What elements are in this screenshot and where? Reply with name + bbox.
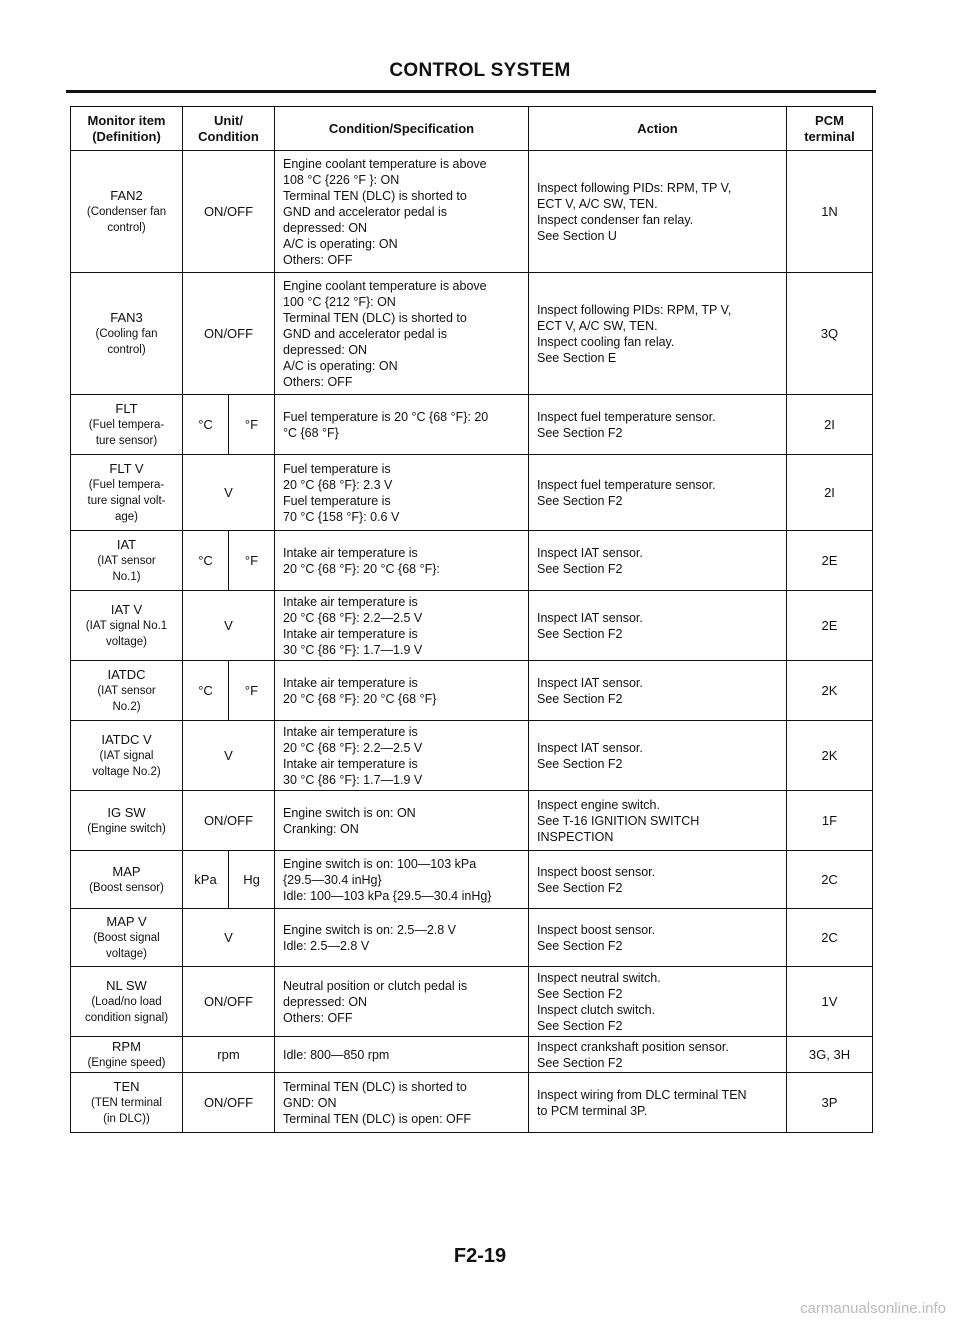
pcm-terminal-cell: 2E: [787, 591, 873, 661]
table-row: [71, 1073, 873, 1133]
condition-cell: Fuel temperature is 20 °C {68 °F}: 20 °C {68 °F}: [275, 395, 529, 455]
monitor-item-cell: [71, 721, 183, 791]
monitor-item-name: TEN: [113, 1078, 140, 1094]
monitor-item-definition: (Engine speed): [87, 1056, 166, 1069]
unit-imperial-cell: °F: [229, 395, 275, 455]
page-title: CONTROL SYSTEM: [389, 60, 571, 81]
monitor-item-name: FLT V: [109, 460, 144, 476]
watermark: carmanualsonline.info: [800, 1300, 946, 1317]
monitor-item-definition: (Fuel tempera- ture sensor): [88, 418, 165, 447]
table-row: [71, 455, 873, 531]
action-cell: Inspect engine switch. See T-16 IGNITION SWITCH INSPECTION: [529, 791, 787, 851]
monitor-item-definition: (IAT sensor No.1): [97, 554, 156, 583]
condition-cell: Idle: 800—850 rpm: [275, 1037, 529, 1073]
pcm-terminal-cell: 1V: [787, 967, 873, 1037]
unit-imperial-cell: °F: [229, 661, 275, 721]
action-cell: Inspect IAT sensor. See Section F2: [529, 531, 787, 591]
unit-cell: V: [183, 721, 275, 791]
monitor-item-name: MAP: [112, 863, 141, 879]
condition-cell: Engine switch is on: 100—103 kPa {29.5—30.4 inHg} Idle: 100—103 kPa {29.5—30.4 inHg}: [275, 851, 529, 909]
monitor-item-name: IATDC V: [101, 731, 152, 747]
monitor-item-name: MAP V: [106, 913, 147, 929]
action-cell: Inspect IAT sensor. See Section F2: [529, 721, 787, 791]
monitor-item-definition: (Boost sensor): [89, 881, 164, 894]
action-cell: Inspect IAT sensor. See Section F2: [529, 661, 787, 721]
monitor-item-cell: [71, 273, 183, 395]
monitor-item-cell: [71, 791, 183, 851]
table-row: [71, 851, 873, 909]
monitor-item-cell: [71, 151, 183, 273]
condition-cell: Engine switch is on: ON Cranking: ON: [275, 791, 529, 851]
monitor-item-name: RPM: [112, 1038, 141, 1054]
monitor-item-cell: [71, 967, 183, 1037]
monitor-item-cell: [71, 661, 183, 721]
monitor-item-definition: (Engine switch): [87, 822, 166, 835]
monitor-table: [70, 106, 873, 1133]
action-cell: Inspect boost sensor. See Section F2: [529, 851, 787, 909]
header-pcm: PCM terminal: [787, 107, 873, 151]
pcm-terminal-cell: 3Q: [787, 273, 873, 395]
monitor-item-definition: (Boost signal voltage): [93, 931, 160, 960]
monitor-item-name: FAN2: [110, 187, 143, 203]
unit-imperial-cell: °F: [229, 531, 275, 591]
monitor-item-definition: (IAT signal No.1 voltage): [85, 619, 168, 648]
monitor-item-cell: [71, 455, 183, 531]
table-row: [71, 395, 873, 455]
title-rule: [66, 90, 876, 93]
unit-cell: ON/OFF: [183, 1073, 275, 1133]
monitor-item-definition: (Condenser fan control): [86, 205, 167, 234]
table-row: [71, 661, 873, 721]
monitor-item-name: IG SW: [107, 804, 146, 820]
condition-cell: Intake air temperature is 20 °C {68 °F}: 20 °C {68 °F}: [275, 661, 529, 721]
table-row: [71, 273, 873, 395]
pcm-terminal-cell: 2I: [787, 395, 873, 455]
pcm-terminal-cell: 2K: [787, 721, 873, 791]
monitor-item-name: IAT: [116, 536, 137, 552]
condition-cell: Intake air temperature is 20 °C {68 °F}: 2.2—2.5 V Intake air temperature is 30 °C {86 °F}: 1.7—1.9 V: [275, 591, 529, 661]
table-header-row: [71, 107, 873, 151]
pcm-terminal-cell: 3P: [787, 1073, 873, 1133]
action-cell: Inspect boost sensor. See Section F2: [529, 909, 787, 967]
monitor-item-definition: (Cooling fan control): [95, 327, 158, 356]
unit-cell: ON/OFF: [183, 273, 275, 395]
unit-cell: ON/OFF: [183, 967, 275, 1037]
header-unit: Unit/ Condition: [183, 107, 275, 151]
monitor-item-cell: [71, 591, 183, 661]
unit-cell: V: [183, 455, 275, 531]
condition-cell: Intake air temperature is 20 °C {68 °F}: 20 °C {68 °F}:: [275, 531, 529, 591]
table-row: [71, 909, 873, 967]
unit-imperial-cell: Hg: [229, 851, 275, 909]
table-row: [71, 1037, 873, 1073]
monitor-item-name: NL SW: [106, 977, 147, 993]
condition-cell: Terminal TEN (DLC) is shorted to GND: ON Terminal TEN (DLC) is open: OFF: [275, 1073, 529, 1133]
action-cell: Inspect IAT sensor. See Section F2: [529, 591, 787, 661]
unit-metric-cell: °C: [183, 531, 229, 591]
monitor-item-cell: [71, 531, 183, 591]
unit-cell: V: [183, 909, 275, 967]
monitor-item-cell: [71, 395, 183, 455]
header-action: Action: [529, 107, 787, 151]
unit-metric-cell: °C: [183, 395, 229, 455]
table-row: [71, 531, 873, 591]
unit-cell: ON/OFF: [183, 791, 275, 851]
monitor-item-name: IATDC: [107, 666, 146, 682]
table-row: [71, 791, 873, 851]
pcm-terminal-cell: 1F: [787, 791, 873, 851]
unit-metric-cell: °C: [183, 661, 229, 721]
header-monitor-item: Monitor item (Definition): [71, 107, 183, 151]
pcm-terminal-cell: 2C: [787, 909, 873, 967]
condition-cell: Intake air temperature is 20 °C {68 °F}: 2.2—2.5 V Intake air temperature is 30 °C {86 °F}: 1.7—1.9 V: [275, 721, 529, 791]
monitor-item-definition: (Load/no load condition signal): [84, 995, 169, 1024]
condition-cell: Engine switch is on: 2.5—2.8 V Idle: 2.5—2.8 V: [275, 909, 529, 967]
action-cell: Inspect wiring from DLC terminal TEN to PCM terminal 3P.: [529, 1073, 787, 1133]
action-cell: Inspect following PIDs: RPM, TP V, ECT V, A/C SW, TEN. Inspect condenser fan relay. See Section U: [529, 151, 787, 273]
action-cell: Inspect neutral switch. See Section F2 Inspect clutch switch. See Section F2: [529, 967, 787, 1037]
pcm-terminal-cell: 1N: [787, 151, 873, 273]
pcm-terminal-cell: 2E: [787, 531, 873, 591]
pcm-terminal-cell: 2K: [787, 661, 873, 721]
unit-metric-cell: kPa: [183, 851, 229, 909]
monitor-item-definition: (Fuel tempera- ture signal volt- age): [87, 478, 166, 523]
unit-cell: rpm: [183, 1037, 275, 1073]
condition-cell: Fuel temperature is 20 °C {68 °F}: 2.3 V Fuel temperature is 70 °C {158 °F}: 0.6 V: [275, 455, 529, 531]
table-row: [71, 151, 873, 273]
pcm-terminal-cell: 3G, 3H: [787, 1037, 873, 1073]
unit-cell: ON/OFF: [183, 151, 275, 273]
pcm-terminal-cell: 2I: [787, 455, 873, 531]
condition-cell: Neutral position or clutch pedal is depressed: ON Others: OFF: [275, 967, 529, 1037]
header-condition: Condition/Specification: [275, 107, 529, 151]
table-row: [71, 721, 873, 791]
action-cell: Inspect fuel temperature sensor. See Section F2: [529, 395, 787, 455]
table-row: [71, 591, 873, 661]
table-row: [71, 967, 873, 1037]
page-number: F2-19: [453, 1245, 507, 1267]
monitor-item-cell: [71, 1037, 183, 1073]
action-cell: Inspect crankshaft position sensor. See Section F2: [529, 1037, 787, 1073]
monitor-item-definition: (TEN terminal (in DLC)): [91, 1096, 162, 1125]
pcm-terminal-cell: 2C: [787, 851, 873, 909]
action-cell: Inspect fuel temperature sensor. See Section F2: [529, 455, 787, 531]
monitor-item-definition: (IAT signal voltage No.2): [92, 749, 161, 778]
monitor-item-cell: [71, 909, 183, 967]
unit-cell: V: [183, 591, 275, 661]
monitor-item-cell: [71, 1073, 183, 1133]
condition-cell: Engine coolant temperature is above 108 °C {226 °F }: ON Terminal TEN (DLC) is shorted to GND and accelerator pedal is depressed: ON A/C is operating: ON Others: OFF: [275, 151, 529, 273]
monitor-item-name: IAT V: [110, 601, 143, 617]
monitor-item-name: FLT: [115, 400, 138, 416]
condition-cell: Engine coolant temperature is above 100 °C {212 °F}: ON Terminal TEN (DLC) is shorted to GND and accelerator pedal is depressed: ON A/C is operating: ON Others: OFF: [275, 273, 529, 395]
monitor-item-definition: (IAT sensor No.2): [97, 684, 156, 713]
monitor-item-name: FAN3: [110, 309, 143, 325]
monitor-item-cell: [71, 851, 183, 909]
action-cell: Inspect following PIDs: RPM, TP V, ECT V, A/C SW, TEN. Inspect cooling fan relay. See Section E: [529, 273, 787, 395]
